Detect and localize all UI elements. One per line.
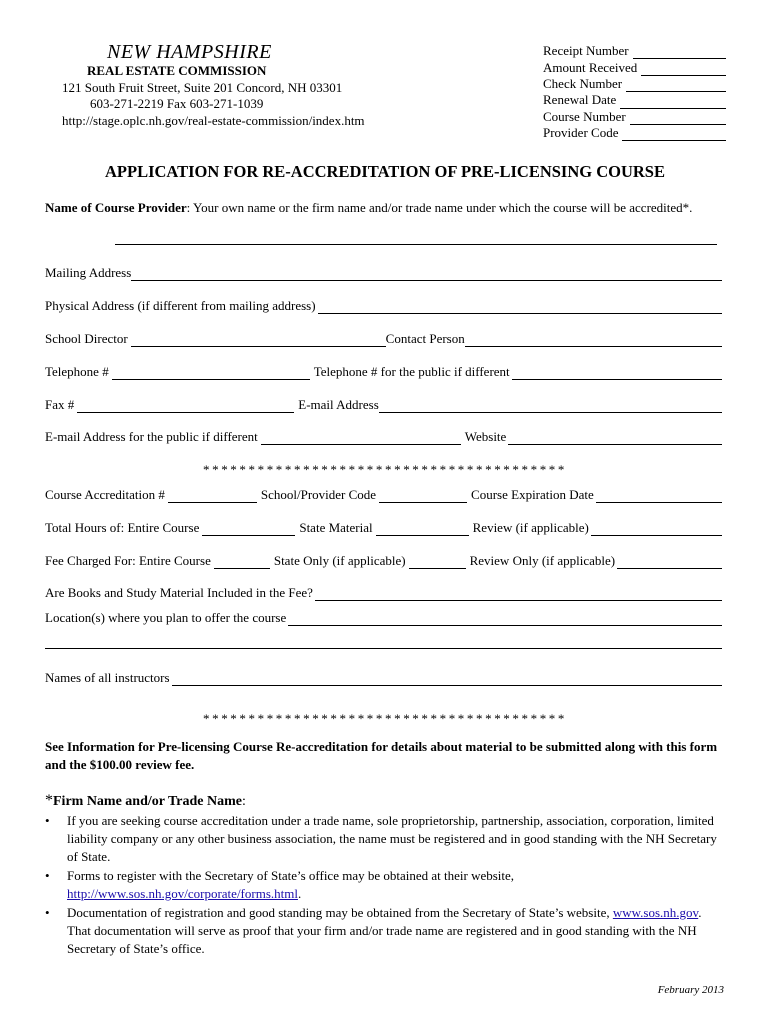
- total-hours-field[interactable]: [202, 523, 295, 536]
- physical-address-field[interactable]: [318, 301, 722, 314]
- firm-heading: [45, 791, 246, 811]
- review-fee-notice: See Information for Pre-licensing Course Re-accreditation for details about material to be submitted along with this form and the $100.00 review fee.: [45, 739, 718, 772]
- email-public-label: E-mail Address for the public if different: [45, 429, 258, 444]
- office-use-field[interactable]: [630, 113, 726, 125]
- divider-stars-2: ****************************************: [203, 711, 567, 726]
- instructors-label: Names of all instructors: [45, 670, 170, 685]
- bullet-icon: •: [45, 813, 50, 828]
- firm-bullet-2-body: Forms to register with the Secretary of State’s office may be obtained at their website,: [67, 868, 515, 883]
- firm-bullet-1-text: If you are seeking course accreditation under a trade name, sole proprietorship, partnership, association, corporation, limited liability company or any other business association, the name must be registered and in good standing with the NH Secretary of State.: [67, 813, 717, 864]
- firm-bullet-1: [45, 812, 725, 866]
- page-title: APPLICATION FOR RE-ACCREDITATION OF PRE-LICENSING COURSE: [105, 162, 665, 181]
- office-use-row: [543, 109, 726, 125]
- fax-field[interactable]: [77, 400, 294, 413]
- firm-bullet-3: [45, 904, 725, 958]
- course-accreditation-field[interactable]: [168, 490, 257, 503]
- school-director-label: School Director: [45, 331, 128, 346]
- locations-label: Location(s) where you plan to offer the course: [45, 610, 287, 625]
- review-only-label: Review Only (if applicable): [469, 553, 616, 568]
- course-expiration-label: Course Expiration Date: [471, 487, 594, 502]
- office-use-row: [543, 43, 726, 59]
- office-use-label: Check Number: [543, 75, 623, 91]
- sos-forms-link[interactable]: http://www.sos.nh.gov/corporate/forms.html: [67, 886, 298, 901]
- header-phones: 603-271-2219 Fax 603-271-1039: [90, 96, 264, 111]
- firm-bullet-2-text: [67, 867, 725, 903]
- provider-label: Name of Course Provider: [45, 200, 187, 215]
- state-material-field[interactable]: [376, 523, 469, 536]
- fee-charged-label: Fee Charged For: Entire Course: [45, 553, 211, 568]
- locations-field[interactable]: [288, 613, 722, 626]
- instructors-field[interactable]: [172, 673, 722, 686]
- locations-field-line2[interactable]: [45, 636, 722, 649]
- email-public-field[interactable]: [261, 432, 461, 445]
- state-only-field[interactable]: [409, 556, 466, 569]
- firm-bullet-3-text: [67, 904, 725, 958]
- fax-label: Fax #: [45, 397, 75, 412]
- divider-stars: ****************************************: [203, 462, 567, 477]
- review-applicable-field[interactable]: [591, 523, 722, 536]
- contact-person-label: Contact Person: [385, 331, 465, 346]
- firm-heading-colon: :: [241, 794, 246, 809]
- header-commission: REAL ESTATE COMMISSION: [87, 63, 267, 78]
- office-use-field[interactable]: [622, 129, 726, 141]
- provider-text: : Your own name or the firm name and/or trade name under which the course will be accredited*.: [186, 200, 693, 215]
- sos-website-link[interactable]: www.sos.nh.gov: [612, 905, 699, 920]
- firm-heading-star: *: [45, 792, 53, 809]
- firm-heading-text: Firm Name and/or Trade Name: [53, 794, 242, 809]
- office-use-row: [543, 76, 726, 92]
- provider-name-line[interactable]: [115, 232, 717, 245]
- header-address: 121 South Fruit Street, Suite 201 Concord, NH 03301: [62, 80, 343, 95]
- firm-bullet-2-end: .: [297, 886, 302, 901]
- office-use-label: Amount Received: [543, 59, 638, 75]
- firm-bullet-3-end: . That documentation will serve as proof that your firm and/or trade name are registered and in good standing with the NH Secretary of State’s office.: [67, 905, 702, 956]
- books-included-field[interactable]: [315, 588, 722, 601]
- email-field[interactable]: [379, 400, 722, 413]
- fee-entire-course-field[interactable]: [214, 556, 270, 569]
- state-material-label: State Material: [299, 520, 373, 535]
- telephone-field[interactable]: [112, 367, 310, 380]
- office-use-field[interactable]: [633, 47, 726, 59]
- footer-date: February 2013: [657, 984, 724, 996]
- review-applicable-label: Review (if applicable): [472, 520, 589, 535]
- school-director-field[interactable]: [131, 334, 386, 347]
- books-included-label: Are Books and Study Material Included in the Fee?: [45, 585, 313, 600]
- total-hours-label: Total Hours of: Entire Course: [45, 520, 200, 535]
- website-field[interactable]: [508, 432, 722, 445]
- mailing-address-field[interactable]: [131, 268, 722, 281]
- office-use-field[interactable]: [620, 97, 726, 109]
- email-label: E-mail Address: [298, 397, 379, 412]
- telephone-label: Telephone #: [45, 364, 109, 379]
- office-use-row: [543, 59, 726, 75]
- header-url: http://stage.oplc.nh.gov/real-estate-commission/index.htm: [62, 113, 365, 128]
- review-only-field[interactable]: [617, 556, 722, 569]
- telephone-public-label: Telephone # for the public if different: [313, 364, 510, 379]
- office-use-block: [543, 43, 726, 141]
- contact-person-field[interactable]: [465, 334, 722, 347]
- firm-bullet-3-body: Documentation of registration and good standing may be obtained from the Secretary of State’s website,: [67, 905, 610, 920]
- header-state: NEW HAMPSHIRE: [107, 41, 272, 63]
- telephone-public-field[interactable]: [512, 367, 722, 380]
- office-use-row: [543, 125, 726, 141]
- state-only-label: State Only (if applicable): [273, 553, 406, 568]
- course-accreditation-label: Course Accreditation #: [45, 487, 165, 502]
- firm-bullet-2: [45, 867, 725, 903]
- office-use-label: Provider Code: [543, 125, 619, 141]
- mailing-address-label: Mailing Address: [45, 265, 132, 280]
- office-use-label: Course Number: [543, 108, 626, 124]
- office-use-label: Receipt Number: [543, 43, 629, 59]
- office-use-label: Renewal Date: [543, 92, 617, 108]
- school-provider-code-label: School/Provider Code: [260, 487, 377, 502]
- bullet-icon: •: [45, 905, 50, 920]
- course-expiration-field[interactable]: [596, 490, 722, 503]
- provider-block: [45, 199, 730, 216]
- bullet-icon: •: [45, 868, 50, 883]
- school-provider-code-field[interactable]: [379, 490, 467, 503]
- physical-address-label: Physical Address (if different from mailing address): [45, 298, 316, 313]
- office-use-row: [543, 92, 726, 108]
- website-label: Website: [464, 429, 507, 444]
- office-use-field[interactable]: [641, 64, 726, 76]
- office-use-field[interactable]: [626, 80, 726, 92]
